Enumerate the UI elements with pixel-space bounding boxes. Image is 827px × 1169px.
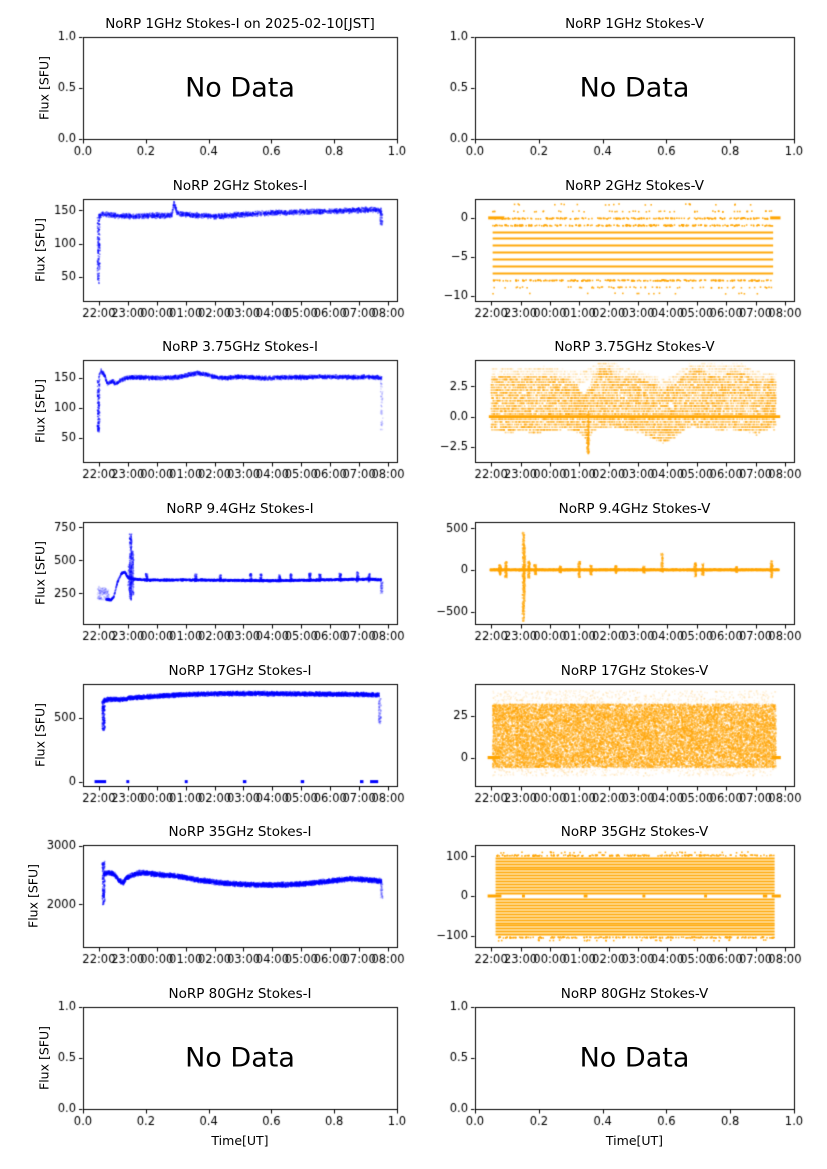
subplot-title: NoRP 80GHz Stokes-V [560, 986, 709, 1002]
subplot-title: NoRP 1GHz Stokes-V [565, 16, 704, 32]
subplot-title: NoRP 17GHz Stokes-V [560, 663, 709, 679]
y-axis-label: Flux [SFU] [32, 379, 48, 443]
subplot-title: NoRP 35GHz Stokes-I [168, 824, 312, 840]
y-axis-label: Flux [SFU] [32, 703, 48, 767]
y-axis-label: Flux [SFU] [36, 56, 52, 120]
y-axis-label: Flux [SFU] [25, 864, 41, 928]
no-data-message: No Data [579, 72, 690, 104]
subplot-title: NoRP 2GHz Stokes-I [172, 178, 308, 194]
x-axis-label: Time[UT] [211, 1133, 269, 1148]
x-axis-label: Time[UT] [605, 1133, 664, 1148]
no-data-message: No Data [579, 1042, 690, 1074]
subplot-title: NoRP 9.4GHz Stokes-I [166, 501, 314, 517]
subplot-title: NoRP 9.4GHz Stokes-V [558, 501, 711, 517]
subplot-title: NoRP 17GHz Stokes-I [168, 663, 312, 679]
y-axis-label: Flux [SFU] [36, 1026, 52, 1090]
no-data-message: No Data [185, 1042, 295, 1074]
no-data-message: No Data [185, 72, 295, 104]
y-axis-label: Flux [SFU] [32, 218, 48, 282]
subplot-title: NoRP 1GHz Stokes-I on 2025-02-10[JST] [105, 16, 375, 32]
subplot-title: NoRP 2GHz Stokes-V [565, 178, 704, 194]
y-axis-label: Flux [SFU] [32, 541, 48, 605]
subplot-title: NoRP 35GHz Stokes-V [560, 824, 709, 840]
subplot-title: NoRP 3.75GHz Stokes-I [162, 339, 318, 355]
subplot-title: NoRP 80GHz Stokes-I [168, 986, 312, 1002]
subplot-title: NoRP 3.75GHz Stokes-V [554, 339, 715, 355]
